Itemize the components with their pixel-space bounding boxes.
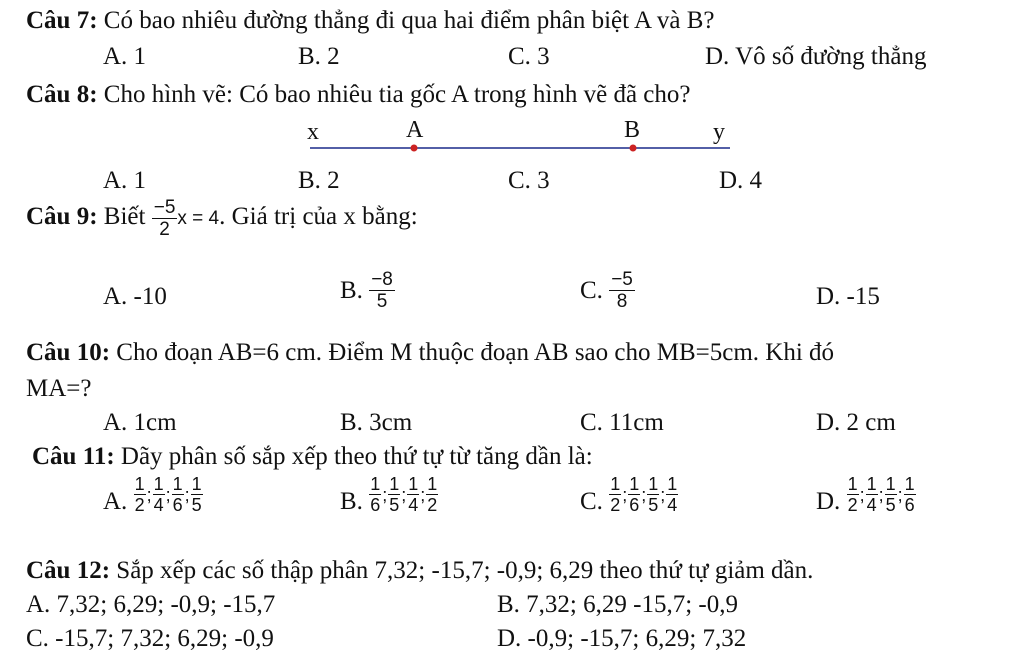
question-8 — [26, 82, 691, 107]
fraction-denominator: 6 — [370, 495, 381, 515]
fraction-denominator: 5 — [191, 495, 202, 515]
fraction-denominator: 2 — [134, 495, 145, 515]
q9-option-c-letter: C. — [580, 277, 603, 304]
q8-option-c: C. 3 — [508, 167, 550, 194]
q10-option-d: D. 2 cm — [816, 409, 896, 436]
q9-option-b-letter: B. — [340, 277, 363, 304]
question-8-text: Cho hình vẽ: Có bao nhiêu tia gốc A trong hình vẽ đã cho? — [103, 81, 691, 108]
q11-option-d-letter: D. — [816, 488, 841, 515]
question-7-label: Câu 7: — [26, 7, 98, 34]
question-11 — [32, 444, 593, 469]
fraction-denominator: 4 — [408, 495, 419, 515]
separator: ; — [146, 484, 152, 505]
fraction — [647, 475, 659, 514]
q11-option-b-letter: B. — [340, 488, 363, 515]
fraction-numerator: 1 — [191, 474, 202, 494]
fraction-denominator: 4 — [153, 495, 164, 515]
fraction — [369, 475, 381, 514]
fraction-numerator: 1 — [885, 474, 896, 494]
q11-option-a-letter: A. — [103, 488, 128, 515]
fraction — [172, 475, 184, 514]
fraction-numerator: 1 — [904, 474, 915, 494]
fraction-denominator: 5 — [648, 495, 659, 515]
question-10-text: Cho đoạn AB=6 cm. Điểm M thuộc đoạn AB sao cho MB=5cm. Khi đó — [116, 339, 835, 366]
fraction-numerator: −5 — [153, 197, 176, 218]
fraction-numerator: 1 — [408, 474, 419, 494]
fraction-denominator: 6 — [904, 495, 915, 515]
separator: ; — [382, 484, 388, 505]
question-10-label: Câu 10: — [26, 339, 111, 366]
q7-option-c: C. 3 — [508, 43, 550, 70]
q11-option-b — [340, 475, 438, 514]
fraction-numerator: −5 — [611, 269, 633, 290]
q9-option-c-fraction — [609, 270, 635, 311]
fraction-denominator: 5 — [885, 495, 896, 515]
fraction-denominator: 5 — [389, 495, 400, 515]
fraction — [866, 475, 878, 514]
question-9-prefix: Biết — [103, 203, 146, 231]
fraction-denominator: 2 — [427, 495, 438, 515]
figure-label-y: y — [713, 119, 725, 145]
fraction-numerator: 1 — [172, 474, 183, 494]
q9-option-b — [340, 270, 395, 311]
fraction-numerator: 1 — [629, 474, 640, 494]
fraction — [426, 475, 438, 514]
q11-option-c-sequence — [609, 475, 678, 514]
question-11-label: Câu 11: — [32, 443, 115, 470]
q11-option-d — [816, 475, 916, 514]
q11-option-c — [580, 475, 678, 514]
q11-option-d-sequence — [847, 475, 916, 514]
separator: ; — [622, 484, 628, 505]
q7-option-d: D. Vô số đường thẳng — [705, 43, 927, 70]
fraction-denominator: 5 — [376, 291, 388, 312]
point-b — [630, 145, 637, 152]
fraction-denominator: 2 — [610, 495, 621, 515]
figure-label-x: x — [307, 119, 319, 145]
q12-option-a: A. 7,32; 6,29; -0,9; -15,7 — [26, 591, 276, 618]
separator: ; — [641, 484, 647, 505]
fraction-numerator: 1 — [370, 474, 381, 494]
fraction-numerator: 1 — [667, 474, 678, 494]
fraction — [666, 475, 678, 514]
q12-option-d: D. -0,9; -15,7; 6,29; 7,32 — [497, 625, 747, 652]
fraction-denominator: 2 — [847, 495, 858, 515]
separator: ; — [165, 484, 171, 505]
fraction — [134, 475, 146, 514]
q9-equation-fraction — [152, 198, 178, 239]
question-9-label: Câu 9: — [26, 203, 98, 231]
question-12-label: Câu 12: — [26, 557, 111, 584]
fraction-numerator: 1 — [134, 474, 145, 494]
figure-label-a: A — [406, 117, 424, 143]
fraction-numerator: 1 — [610, 474, 621, 494]
q8-option-b: B. 2 — [298, 167, 340, 194]
q12-option-c: C. -15,7; 7,32; 6,29; -0,9 — [26, 625, 274, 652]
separator: ; — [859, 484, 865, 505]
fraction-numerator: 1 — [427, 474, 438, 494]
fraction — [904, 475, 916, 514]
q12-option-b: B. 7,32; 6,29 -15,7; -0,9 — [497, 591, 738, 618]
fraction-denominator: 6 — [629, 495, 640, 515]
fraction-numerator: 1 — [847, 474, 858, 494]
question-8-label: Câu 8: — [26, 81, 98, 108]
fraction-numerator: 1 — [648, 474, 659, 494]
question-11-text: Dãy phân số sắp xếp theo thứ tự từ tăng dần là: — [120, 443, 593, 470]
q11-option-a-sequence — [134, 475, 203, 514]
figure-label-b: B — [624, 117, 641, 143]
q11-option-b-sequence — [369, 475, 438, 514]
q8-option-d: D. 4 — [719, 167, 763, 194]
separator: ; — [660, 484, 666, 505]
q9-option-a: A. -10 — [103, 283, 167, 310]
separator: ; — [878, 484, 884, 505]
question-10-text-cont: MA=? — [26, 375, 92, 402]
point-a — [411, 145, 418, 152]
separator: ; — [401, 484, 407, 505]
q9-option-c — [580, 270, 635, 311]
fraction-numerator: 1 — [389, 474, 400, 494]
fraction — [847, 475, 859, 514]
q10-option-a: A. 1cm — [103, 409, 177, 436]
fraction — [885, 475, 897, 514]
fraction-denominator: 4 — [667, 495, 678, 515]
q9-equation-rest: x = 4 — [177, 208, 220, 230]
question-7-text: Có bao nhiêu đường thẳng đi qua hai điểm phân biệt A và B? — [103, 7, 715, 34]
fraction — [191, 475, 203, 514]
q11-option-a — [103, 475, 203, 514]
figure-line-svg — [300, 138, 740, 158]
q9-option-d: D. -15 — [816, 283, 880, 310]
separator: ; — [420, 484, 426, 505]
fraction — [407, 475, 419, 514]
question-12 — [26, 558, 813, 583]
q9-option-b-fraction — [369, 270, 395, 311]
question-9-suffix: . Giá trị của x bằng: — [219, 203, 418, 231]
separator: ; — [897, 484, 903, 505]
fraction-numerator: 1 — [866, 474, 877, 494]
q8-option-a: A. 1 — [103, 167, 147, 194]
q7-option-b: B. 2 — [298, 43, 340, 70]
question-7 — [26, 8, 715, 33]
fraction — [628, 475, 640, 514]
question-12-text: Sắp xếp các số thập phân 7,32; -15,7; -0,9; 6,29 theo thứ tự giảm dần. — [116, 557, 814, 584]
fraction — [609, 475, 621, 514]
q10-option-c: C. 11cm — [580, 409, 664, 436]
fraction — [388, 475, 400, 514]
q7-option-a: A. 1 — [103, 43, 147, 70]
fraction-denominator: 8 — [616, 291, 628, 312]
fraction — [153, 475, 165, 514]
fraction-denominator: 2 — [159, 219, 170, 240]
fraction-numerator: 1 — [153, 474, 164, 494]
separator: ; — [184, 484, 190, 505]
question-10 — [26, 340, 834, 365]
fraction-denominator: 6 — [172, 495, 183, 515]
q11-option-c-letter: C. — [580, 488, 603, 515]
fraction-numerator: −8 — [371, 269, 393, 290]
fraction-denominator: 4 — [866, 495, 877, 515]
question-9 — [26, 198, 418, 239]
q10-option-b: B. 3cm — [340, 409, 413, 436]
